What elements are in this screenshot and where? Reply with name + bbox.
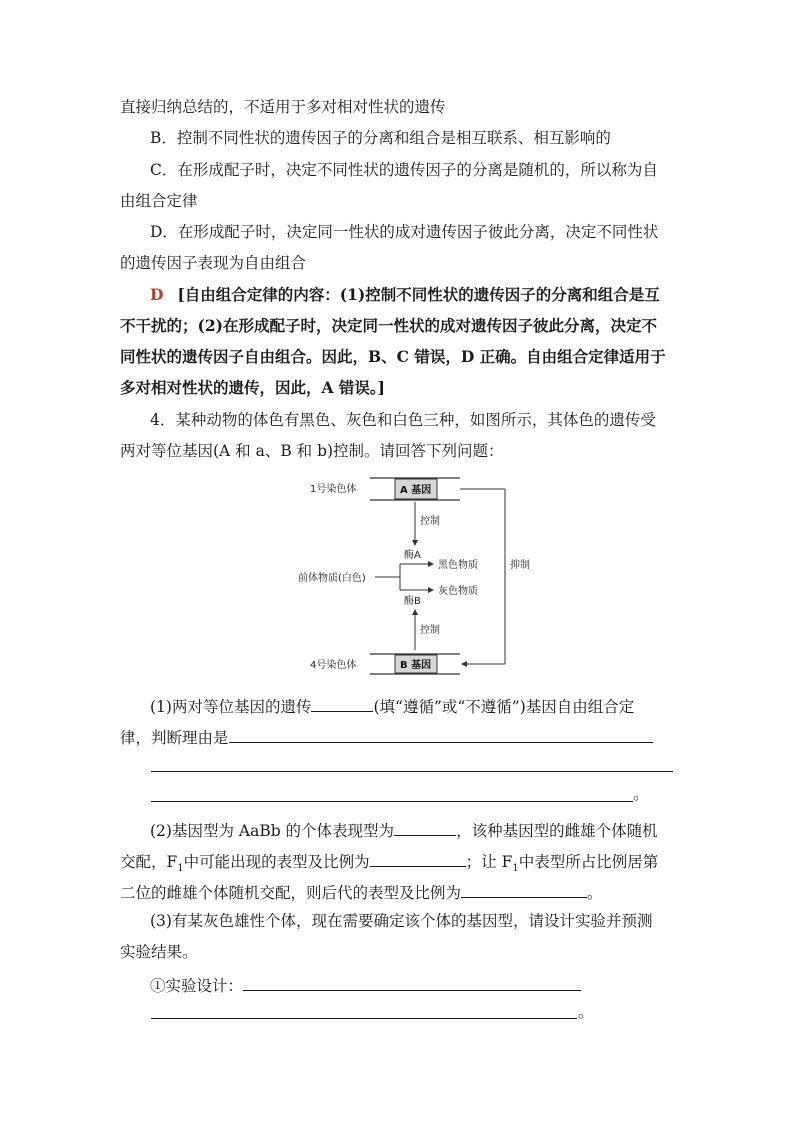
control-label-2: 控制 xyxy=(420,625,440,636)
sub2-end-mark: 。 xyxy=(587,884,603,902)
sub1-reason-prefix: 律，判断理由是 xyxy=(120,729,229,747)
answer-line3: 同性状的遗传因子自由组合。因此，B、C 错误，D 正确。自由组合定律适用于 xyxy=(120,347,666,366)
chromosome1-label: 1号染色体 xyxy=(310,484,357,495)
question4-line1: 4．某种动物的体色有黑色、灰色和白色三种，如图所示，其体色的遗传受 xyxy=(150,411,656,429)
enzyme-b-label: 酶B xyxy=(404,596,421,607)
option-b: B．控制不同性状的遗传因子的分离和组合是相互联系、相互影响的 xyxy=(150,129,611,147)
sub1-line2 xyxy=(120,725,653,748)
answer-line2: 不干扰的；(2)在形成配子时，决定同一性状的成对遗传因子彼此分离，决定不 xyxy=(120,316,657,335)
sub3-line3 xyxy=(150,973,581,996)
sub3-line2: 实验结果。 xyxy=(120,943,198,961)
sub2-line2 xyxy=(120,849,658,879)
option-d-line1: D．在形成配子时，决定同一性状的成对遗传因子彼此分离，决定不同性状 xyxy=(150,223,659,241)
answer-blank-1[interactable] xyxy=(311,694,373,712)
sub2-text-b: 中可能出现的表型及比例为 xyxy=(183,853,370,871)
sub3-end-mark: 。 xyxy=(578,1003,594,1021)
answer-blank-offspring[interactable] xyxy=(461,880,587,898)
sub2-line3 xyxy=(120,880,603,903)
answer-ruled-line-2[interactable] xyxy=(151,801,633,802)
enzyme-a-label: 酶A xyxy=(404,550,421,561)
sub3-line1: (3)有某灰色雄性个体，现在需要确定该个体的基因型，请设计实验并预测 xyxy=(150,912,653,930)
option-a-continuation: 直接归纳总结的，不适用于多对相对性状的遗传 xyxy=(120,98,446,116)
answer-blank-design-1[interactable] xyxy=(243,973,581,991)
answer-blank-reason-1[interactable] xyxy=(229,725,653,743)
sub2-text-d: 中表型所占比例居第 xyxy=(518,853,659,871)
question4-line2: 两对等位基因(A 和 a、B 和 b)控制。请回答下列问题： xyxy=(120,442,504,460)
gene-pathway-diagram xyxy=(290,470,540,675)
answer-ruled-line-design[interactable] xyxy=(151,1018,577,1019)
sub2-prefix: (2)基因型为 AaBb 的个体表现型为 xyxy=(150,822,395,840)
sub2-text-a: 交配，F xyxy=(120,853,178,871)
option-d-line2: 的遗传因子表现为自由组合 xyxy=(120,254,307,272)
answer-ruled-line-1[interactable] xyxy=(151,771,673,772)
gene-b-label: B 基因 xyxy=(400,660,432,671)
sub1-end-mark: 。 xyxy=(633,785,649,803)
precursor-label: 前体物质(白色) xyxy=(298,573,366,584)
option-c-line2: 由组合定律 xyxy=(120,192,198,210)
answer-letter: D xyxy=(150,285,164,304)
gray-substance-label: 灰色物质 xyxy=(438,586,478,597)
inhibit-label: 抑制 xyxy=(510,560,530,571)
f1-subscript-2: 1 xyxy=(512,863,519,875)
sub1-suffix: (填“遵循”或“不遵循”)基因自由组合定 xyxy=(373,698,635,716)
answer-blank-ratio[interactable] xyxy=(370,849,466,867)
experiment-design-label: ①实验设计： xyxy=(150,977,244,995)
f1-subscript: 1 xyxy=(177,863,184,875)
sub2-line3-prefix: 二位的雌雄个体随机交配，则后代的表型及比例为 xyxy=(120,884,462,902)
chromosome4-label: 4号染色体 xyxy=(310,660,357,671)
answer-line4: 多对相对性状的遗传，因此，A 错误。] xyxy=(120,378,386,397)
sub2-suffix: ，该种基因型的雌雄个体随机 xyxy=(456,822,658,840)
black-substance-label: 黑色物质 xyxy=(438,560,478,571)
answer-line1 xyxy=(150,285,660,305)
sub1-prefix: (1)两对等位基因的遗传 xyxy=(150,698,312,716)
answer-text-1: [自由组合定律的内容：(1)控制不同性状的遗传因子的分离和组合是互 xyxy=(177,285,660,304)
sub2-line1 xyxy=(150,818,658,841)
option-c-line1: C．在形成配子时，决定不同性状的遗传因子的分离是随机的，所以称为自 xyxy=(150,161,658,179)
control-label-1: 控制 xyxy=(420,516,440,527)
gene-a-label: A 基因 xyxy=(400,485,432,496)
sub2-text-c: ；让 F xyxy=(465,853,513,871)
sub1-line1 xyxy=(150,694,634,717)
answer-blank-phenotype[interactable] xyxy=(394,818,456,836)
